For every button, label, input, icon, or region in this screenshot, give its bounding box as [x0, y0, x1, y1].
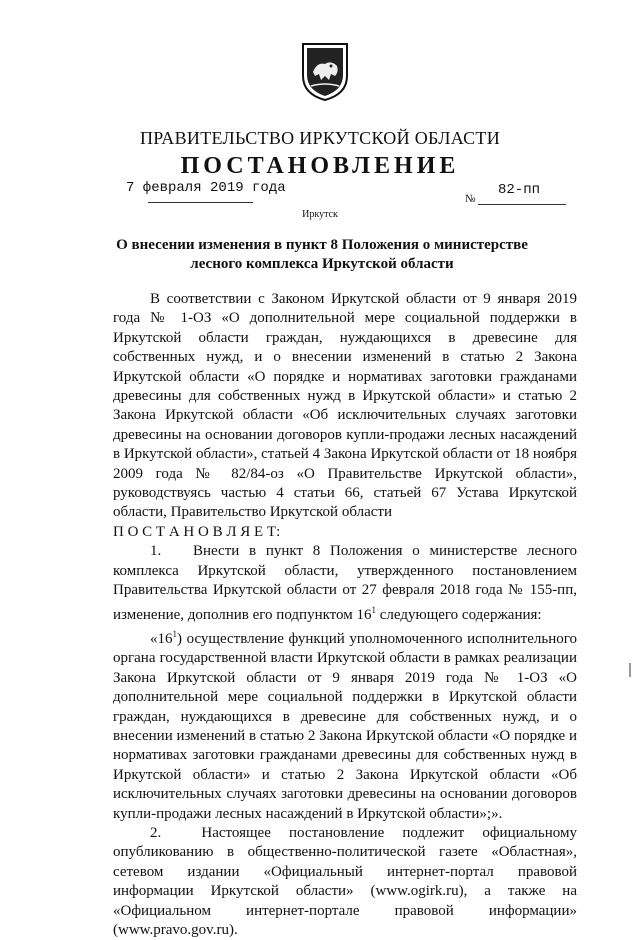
quote-open: «16 — [150, 630, 173, 647]
item-1-paragraph — [113, 542, 577, 625]
item-2-number: 2. — [150, 824, 162, 841]
date-underline — [148, 202, 253, 203]
document-body — [113, 290, 577, 940]
city-name: Иркутск — [302, 209, 338, 220]
item-1-superscript: 1 — [371, 604, 376, 615]
document-date: 7 февраля 2019 года — [126, 180, 286, 196]
organization-name: ПРАВИТЕЛЬСТВО ИРКУТСКОЙ ОБЛАСТИ — [139, 128, 501, 148]
item-1-number: 1. — [150, 543, 162, 560]
item-1-text-end: следующего содержания: — [376, 606, 542, 623]
item-1-text: Внести в пункт 8 Положения о министерстве лесного комплекса Иркутской области, утвержденного постановлением Правительства Иркутской области от 27 февраля 2018 года № 155-пп, изменение, дополнив его подпунктом 16 — [113, 543, 577, 623]
document-title: О внесении изменения в пункт 8 Положения о министерстве лесного комплекса Иркутской области — [116, 237, 528, 272]
quoted-subpoint — [113, 625, 577, 824]
document-type: ПОСТАНОВЛЕНИЕ — [180, 153, 460, 179]
item-2-paragraph — [113, 824, 577, 940]
document-number: 82-пп — [498, 182, 541, 198]
number-underline — [478, 204, 566, 205]
decree-word: П О С Т А Н О В Л Я Е Т: — [113, 523, 281, 540]
preamble-paragraph: В соответствии с Законом Иркутской области от 9 января 2019 года № 1-ОЗ «О дополнительной мере социальной поддержки в Иркутской области граждан, нуждающихся в древесине для собственных нужд, и о внесении изменений в статью 2 Закона Иркутской области «О порядке и нормативах заготовки гражданами древесины для собственных нужд в Иркутской области» и статью 2 Закона Иркутской области «Об исключительных случаях заготовки древесины на основании договоров купли-продажи лесных насаждений в Иркутской области», статьей 4 Закона Иркутской области от 18 ноября 2009 года № 82/84-оз «О Правительстве Иркутской области», руководствуясь частью 4 статьи 66, статьей 67 Устава Иркутской области, Правительство Иркутской области — [113, 291, 577, 521]
coat-of-arms-emblem — [301, 42, 349, 102]
item-2-text: Настоящее постановление подлежит официальному опубликованию в общественно-политической газете «Областная», сетевом издании «Официальный интернет-портал правовой информации Иркутской области» (www.ogirk.ru), а также на «Официальном интернет-портале правовой информации» (www.pravo.gov.ru). — [113, 824, 577, 938]
margin-mark — [629, 663, 631, 677]
quote-superscript: 1 — [172, 628, 177, 639]
quote-text: ) осуществление функций уполномоченного исполнительного органа государственной власти Иркутской области в рамках реализации Закона Иркутской области от 9 января 2019 года № 1-ОЗ «О дополнительной мере социальной поддержки в Иркутской области граждан, нуждающихся в древесине для собственных нужд, и о внесении изменений в статью 2 Закона Иркутской области «О порядке и нормативах заготовки гражданами древесины для собственных нужд в Иркутской области» и статью 2 Закона Иркутской области «Об исключительных случаях заготовки древесины на основании договоров купли-продажи лесных насаждений в Иркутской области»;». — [113, 630, 577, 822]
number-sign: № — [465, 193, 476, 205]
